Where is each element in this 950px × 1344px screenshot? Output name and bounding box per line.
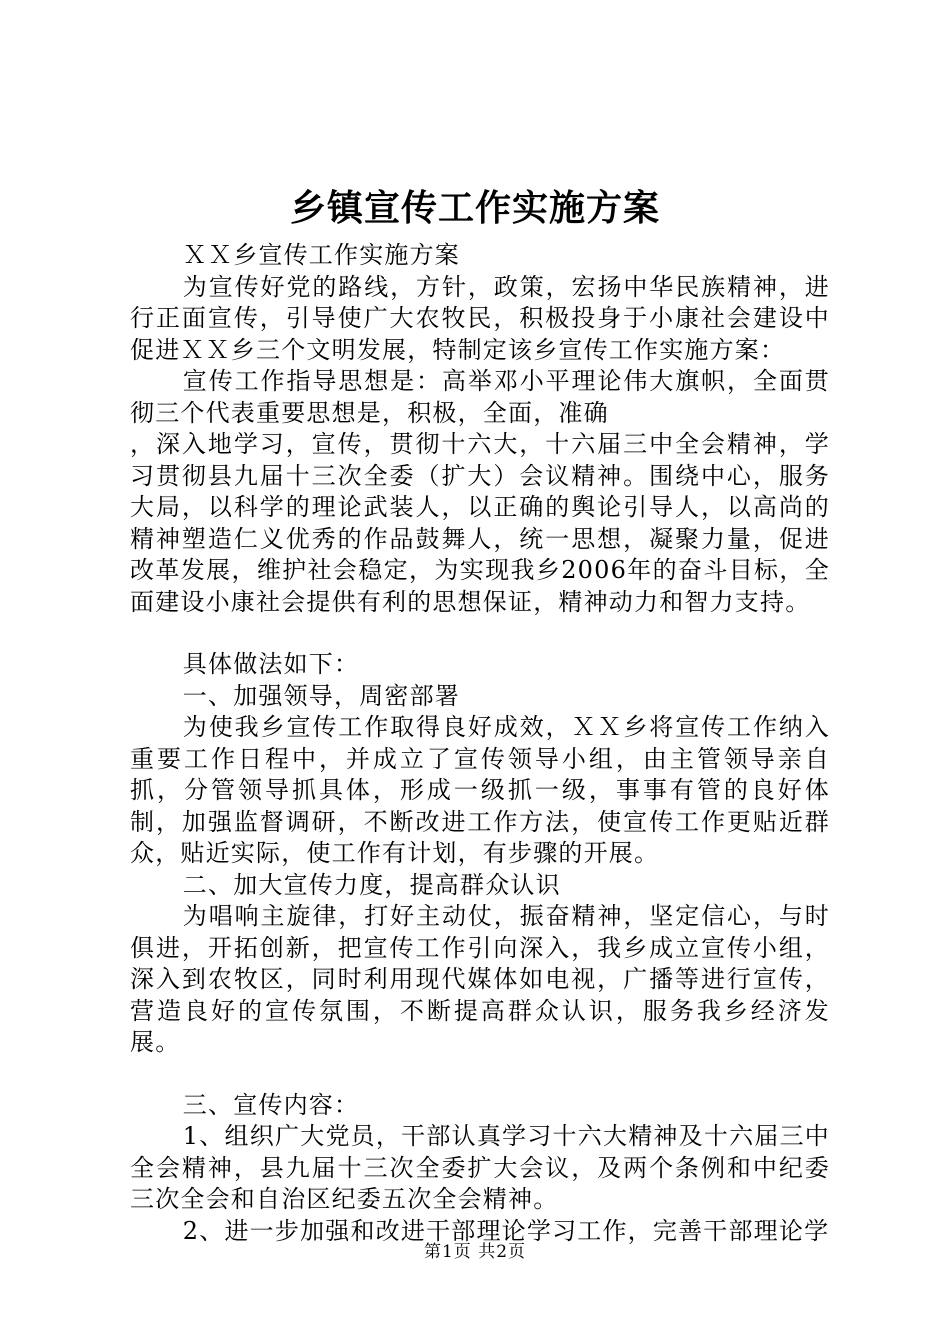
paragraph-section-2: 为唱响主旋律，打好主动仗，振奋精神，坚定信心，与时俱进，开拓创新，把宣传工作引向深入，我乡成立宣传小组，深入到农牧区，同时利用现代媒体如电视，广播等进行宣传，营造良好的宣传氛围，不断提高群众认识，服务我乡经济发展。 <box>130 902 830 1056</box>
paragraph-methods-heading: 具体做法如下： <box>182 650 360 678</box>
paragraph-subtitle: ＸＸ乡宣传工作实施方案 <box>182 241 460 269</box>
page-footer: 第1页 共2页 <box>423 1242 527 1262</box>
paragraph-guiding-thought-continued: ，深入地学习，宣传，贯彻十六大，十六届三中全会精神，学习贯彻县九届十三次全委（扩大）会议精神。围绕中心，服务大局，以科学的理论武装人，以正确的舆论引导人，以高尚的精神塑造仁义优秀的作品鼓舞人，统一思想，凝聚力量，促进改革发展，维护社会稳定，为实现我乡2006年的奋斗目标，全面建设小康社会提供有利的思想保证，精神动力和智力支持。 <box>130 430 830 616</box>
paragraph-item-2: 2、进一步加强和改进干部理论学习工作，完善干部理论学 <box>182 1216 830 1245</box>
section-heading-3: 三、宣传内容： <box>182 1090 360 1119</box>
section-heading-1: 一、加强领导，周密部署 <box>182 681 460 710</box>
paragraph-guiding-thought: 宣传工作指导思想是：高举邓小平理论伟大旗帜，全面贯彻三个代表重要思想是，积极，全面，准确 <box>130 367 830 427</box>
paragraph-intro: 为宣传好党的路线，方针，政策，宏扬中华民族精神，进行正面宣传，引导使广大农牧民，积极投身于小康社会建设中促进ＸＸ乡三个文明发展，特制定该乡宣传工作实施方案： <box>130 272 830 364</box>
document-title: 乡镇宣传工作实施方案 <box>289 187 660 229</box>
section-heading-2: 二、加大宣传力度，提高群众认识 <box>182 870 561 899</box>
paragraph-section-1: 为使我乡宣传工作取得良好成效，ＸＸ乡将宣传工作纳入重要工作日程中，并成立了宣传领导小组，由主管领导亲自抓，分管领导抓具体，形成一级抓一级，事事有管的良好体制，加强监督调研，不断改进工作方法，使宣传工作更贴近群众，贴近实际，使工作有计划，有步骤的开展。 <box>130 713 830 867</box>
document-body <box>130 240 830 1247</box>
paragraph-item-1: 1、组织广大党员，干部认真学习十六大精神及十六届三中全会精神，县九届十三次全委扩大会议，及两个条例和中纪委三次全会和自治区纪委五次全会精神。 <box>130 1122 830 1213</box>
